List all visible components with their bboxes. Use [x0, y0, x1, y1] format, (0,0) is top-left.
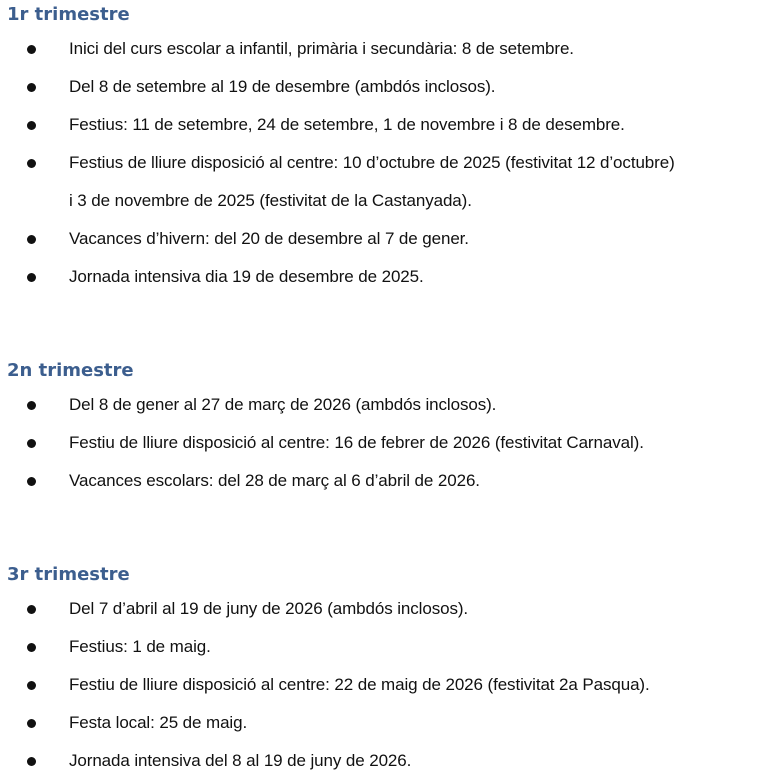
bullet-icon [27, 605, 36, 614]
list-item-text: Jornada intensiva del 8 al 19 de juny de 2026. [69, 751, 412, 770]
list-item-text: Festiu de lliure disposició al centre: 22 de maig de 2026 (festivitat 2a Pasqua). [69, 675, 650, 694]
bullet-icon [27, 159, 36, 168]
list-item [0, 670, 760, 708]
list-item [0, 632, 760, 670]
list-item-text: Festius: 11 de setembre, 24 de setembre, 1 de novembre i 8 de desembre. [69, 115, 625, 134]
list-item [0, 594, 760, 632]
list-item [0, 148, 760, 224]
list-item-text: Festiu de lliure disposició al centre: 16 de febrer de 2026 (festivitat Carnaval). [69, 433, 644, 452]
list-item-text: Festa local: 25 de maig. [69, 713, 248, 732]
list-item [0, 390, 760, 428]
list-item [0, 72, 760, 110]
list-item [0, 34, 760, 72]
section-heading-3r-trimestre: 3r trimestre [7, 564, 130, 585]
bullet-icon [27, 681, 36, 690]
list-item [0, 708, 760, 746]
bullet-icon [27, 719, 36, 728]
bullet-icon [27, 643, 36, 652]
list-item-text: Vacances d’hivern: del 20 de desembre al 7 de gener. [69, 229, 469, 248]
bullet-icon [27, 235, 36, 244]
section-heading-1r-trimestre: 1r trimestre [7, 4, 130, 25]
list-item [0, 224, 760, 262]
bullet-icon [27, 401, 36, 410]
list-item [0, 746, 760, 784]
list-item-continuation: i 3 de novembre de 2025 (festivitat de la Castanyada). [69, 191, 472, 210]
bullet-icon [27, 83, 36, 92]
bullet-icon [27, 45, 36, 54]
bullet-icon [27, 273, 36, 282]
list-item-text: Inici del curs escolar a infantil, primària i secundària: 8 de setembre. [69, 39, 574, 58]
bullet-icon [27, 439, 36, 448]
bullet-icon [27, 121, 36, 130]
section-heading-2n-trimestre: 2n trimestre [7, 360, 134, 381]
list-item-text: Vacances escolars: del 28 de març al 6 d’abril de 2026. [69, 471, 480, 490]
list-item [0, 262, 760, 300]
list-item-text: Del 7 d’abril al 19 de juny de 2026 (ambdós inclosos). [69, 599, 469, 618]
list-item-text: Jornada intensiva dia 19 de desembre de 2025. [69, 267, 424, 286]
list-item-text: Del 8 de setembre al 19 de desembre (ambdós inclosos). [69, 77, 496, 96]
bullet-icon [27, 757, 36, 766]
list-item-text: Del 8 de gener al 27 de març de 2026 (ambdós inclosos). [69, 395, 497, 414]
list-item-text: Festius de lliure disposició al centre: 10 d’octubre de 2025 (festivitat 12 d’octubre) [69, 153, 675, 172]
list-item-text: Festius: 1 de maig. [69, 637, 211, 656]
list-item [0, 428, 760, 466]
list-item [0, 466, 760, 504]
list-item [0, 110, 760, 148]
bullet-icon [27, 477, 36, 486]
